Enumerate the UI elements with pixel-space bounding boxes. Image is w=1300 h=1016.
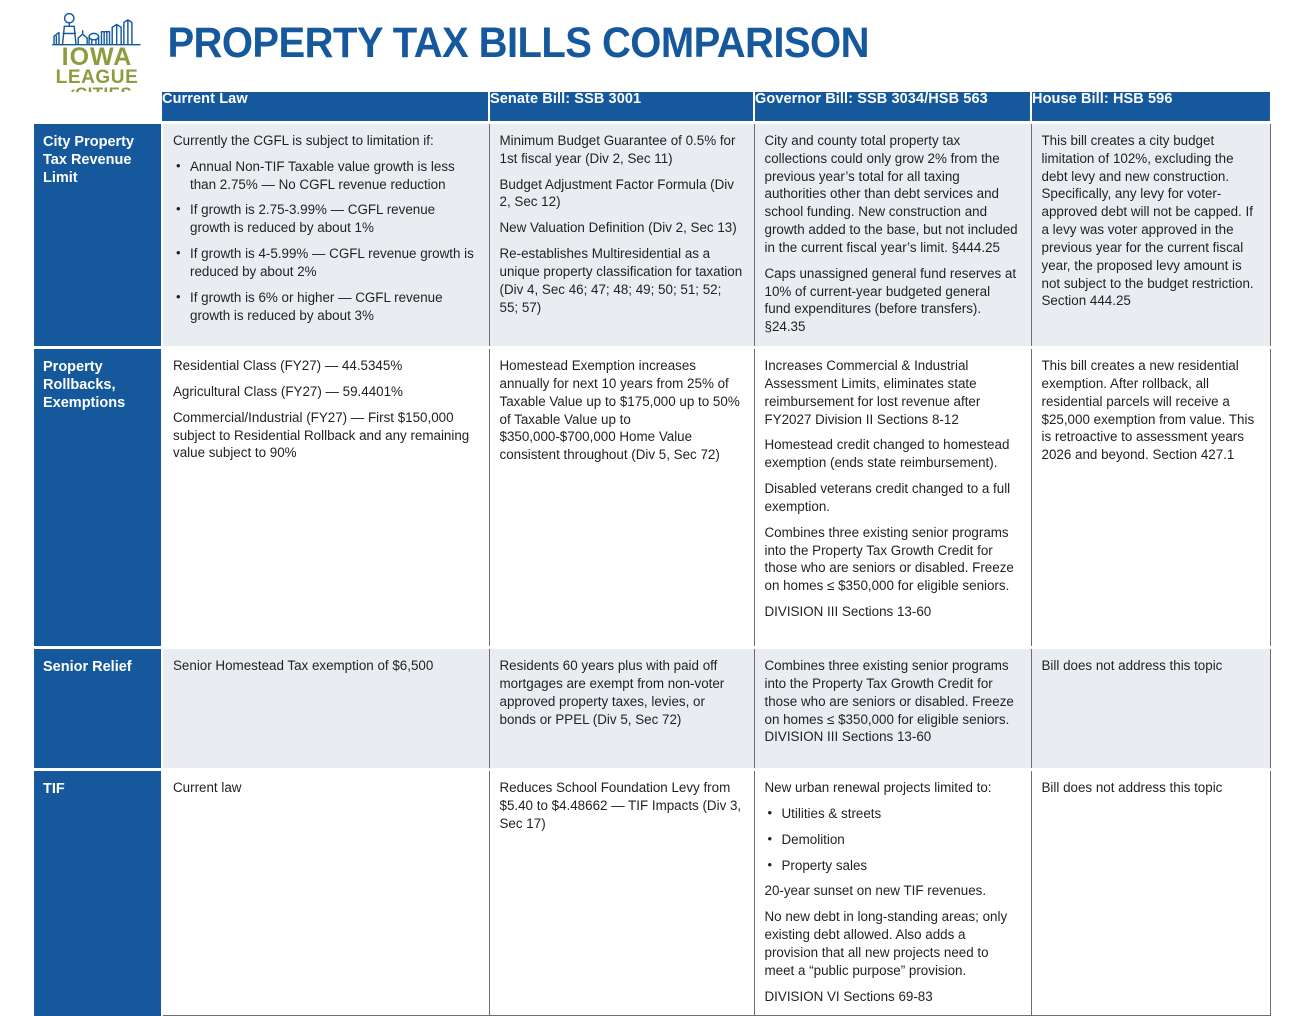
list-item: • Annual Non-TIF Taxable value growth is less than 2.75% — No CGFL revenue reduction xyxy=(187,158,478,194)
paragraph: Current law xyxy=(173,780,242,796)
cell-current-law-row3 xyxy=(162,648,489,770)
paragraph: 20-year sunset on new TIF revenues. xyxy=(764,883,987,899)
column-header-senate-bill: Senate Bill: SSB 3001 xyxy=(489,92,754,123)
list-item: • If growth is 6% or higher — CGFL revenue growth is reduced by about 3% xyxy=(187,289,478,325)
paragraph: Bill does not address this topic xyxy=(1041,780,1223,796)
row-label-property-rollbacks-exemptions: Property Rollbacks, Exemptions xyxy=(34,348,162,648)
paragraph: Residential Class (FY27) — 44.5345% xyxy=(173,358,403,374)
cell-governor-bill-row3 xyxy=(754,648,1031,770)
logo-line-league: LEAGUE xyxy=(55,67,139,88)
paragraph: Disabled veterans credit changed to a full exemption. xyxy=(764,481,1011,514)
paragraph: Senior Homestead Tax exemption of $6,500 xyxy=(173,658,434,674)
paragraph: Homestead credit changed to homestead exemption (ends state reimbursement). xyxy=(764,437,1010,471)
paragraph: Minimum Budget Guarantee of 0.5% for 1st fiscal year (Div 2, Sec 11) xyxy=(499,133,736,166)
cell-house-bill-row1 xyxy=(1031,123,1270,348)
bills-comparison-table xyxy=(34,92,1271,1016)
cell-governor-bill-row2 xyxy=(754,348,1031,648)
cell-house-bill-row2 xyxy=(1031,348,1270,648)
cell-current-law-row4 xyxy=(162,770,489,1016)
page-title: PROPERTY TAX BILLS COMPARISON xyxy=(167,19,869,67)
paragraph: DIVISION III Sections 13-60 xyxy=(764,604,932,620)
paragraph: Increases Commercial & Industrial Assessment Limits, eliminates state reimbursement for lost revenue after FY2027 Division II Sections 8-12 xyxy=(764,358,981,427)
table-header xyxy=(34,92,1270,123)
cell-governor-bill-row1 xyxy=(754,123,1031,348)
column-header-house-bill: House Bill: HSB 596 xyxy=(1031,92,1270,123)
table-row xyxy=(34,123,1270,348)
row-label-city-property-tax-revenue-limit: City Property Tax Revenue Limit xyxy=(34,123,162,348)
iowa-league-of-cities-logo xyxy=(0,0,160,102)
bullet-list xyxy=(173,158,478,325)
cell-senate-bill-row1 xyxy=(489,123,754,348)
column-header-blank xyxy=(34,92,162,123)
paragraph: Bill does not address this topic xyxy=(1041,658,1223,674)
table-row xyxy=(34,648,1270,770)
bullet-list xyxy=(765,805,1020,874)
paragraph: No new debt in long-standing areas; only existing debt allowed. Also adds a provision that all new projects need to meet a “public purpose” provision. xyxy=(764,909,1008,978)
cell-current-law-row2 xyxy=(162,348,489,648)
list-item: • Demolition xyxy=(779,831,1020,849)
table-row xyxy=(34,348,1270,648)
column-header-current-law: Current Law xyxy=(162,92,489,123)
paragraph: Agricultural Class (FY27) — 59.4401% xyxy=(173,383,403,399)
paragraph: Homestead Exemption increases annually for next 10 years from 25% of Taxable Value up to $175,000 up to 50% of Taxable Value up to $350,000-$700,000 Home Value consistent throughout (Div 5, Sec 72) xyxy=(499,358,740,463)
list-item: • If growth is 4-5.99% — CGFL revenue growth is reduced by about 2% xyxy=(187,245,478,281)
cell-current-law-row1 xyxy=(162,123,489,348)
logo-line-iowa: IOWA xyxy=(61,43,133,71)
list-item: • Utilities & streets xyxy=(779,805,1020,823)
paragraph: Re-establishes Multiresidential as a unique property classification for taxation (Div 4, Sec 46; 47; 48; 49; 50; 51; 52; 55; 57) xyxy=(499,246,743,315)
row-label-senior-relief: Senior Relief xyxy=(34,648,162,770)
table-row xyxy=(34,770,1270,1016)
cell-house-bill-row4 xyxy=(1031,770,1270,1016)
paragraph: City and county total property tax collections could only grow 2% from the previous year’s total for all taxing authorities other than debt services and school funding. New construction and growth added to the base, but not included in the current fiscal year’s limit. §444.25 xyxy=(764,133,1018,255)
table-header-row xyxy=(34,92,1270,123)
cell-senate-bill-row2 xyxy=(489,348,754,648)
cell-intro: Currently the CGFL is subject to limitation if: xyxy=(173,133,434,148)
paragraph: Combines three existing senior programs into the Property Tax Growth Credit for those who are seniors or disabled. Freeze on homes ≤ $350,000 for eligible seniors. xyxy=(764,524,1014,594)
paragraph: Combines three existing senior programs into the Property Tax Growth Credit for those who are seniors or disabled. Freeze on homes ≤ $350,000 for eligible seniors. DIVISION III Sections 13-60 xyxy=(764,658,1014,745)
city-skyline-icon xyxy=(51,12,143,46)
cell-senate-bill-row4 xyxy=(489,770,754,1016)
masthead xyxy=(0,0,1300,92)
table-body xyxy=(34,123,1270,1016)
paragraph: Caps unassigned general fund reserves at 10% of current-year budgeted general fund expenditures (before transfers). §24.35 xyxy=(764,265,1017,335)
paragraph: This bill creates a city budget limitation of 102%, excluding the debt levy and new construction. Specifically, any levy for voter-approved debt will not be capped. If a levy was voter approved in the previous year for the current fiscal year, the proposed levy amount is not subject to the budget restriction. Section 444.25 xyxy=(1041,133,1254,309)
cell-intro: New urban renewal projects limited to: xyxy=(764,780,992,796)
paragraph: Reduces School Foundation Levy from $5.40 to $4.48662 — TIF Impacts (Div 3, Sec 17) xyxy=(499,780,742,831)
paragraph: Commercial/Industrial (FY27) — First $150,000 subject to Residential Rollback and any remaining value subject to 90% xyxy=(173,409,470,461)
cell-governor-bill-row4 xyxy=(754,770,1031,1016)
cell-senate-bill-row3 xyxy=(489,648,754,770)
paragraph: This bill creates a new residential exemption. After rollback, all residential parcels will receive a $25,000 exemption from value. This is retroactive to assessment years 2026 and beyond. Section 427.1 xyxy=(1041,358,1255,463)
list-item: • Property sales xyxy=(779,857,1020,875)
row-label-tif: TIF xyxy=(34,770,162,1016)
column-header-governor-bill: Governor Bill: SSB 3034/HSB 563 xyxy=(754,92,1031,123)
list-item: • If growth is 2.75-3.99% — CGFL revenue growth is reduced by about 1% xyxy=(187,201,478,237)
paragraph: Residents 60 years plus with paid off mortgages are exempt from non-voter approved property taxes, levies, or bonds or PPEL (Div 5, Sec 72) xyxy=(499,658,725,727)
paragraph: DIVISION VI Sections 69-83 xyxy=(764,988,933,1004)
paragraph: Budget Adjustment Factor Formula (Div 2, Sec 12) xyxy=(499,176,734,210)
paragraph: New Valuation Definition (Div 2, Sec 13) xyxy=(499,220,737,236)
cell-house-bill-row3 xyxy=(1031,648,1270,770)
